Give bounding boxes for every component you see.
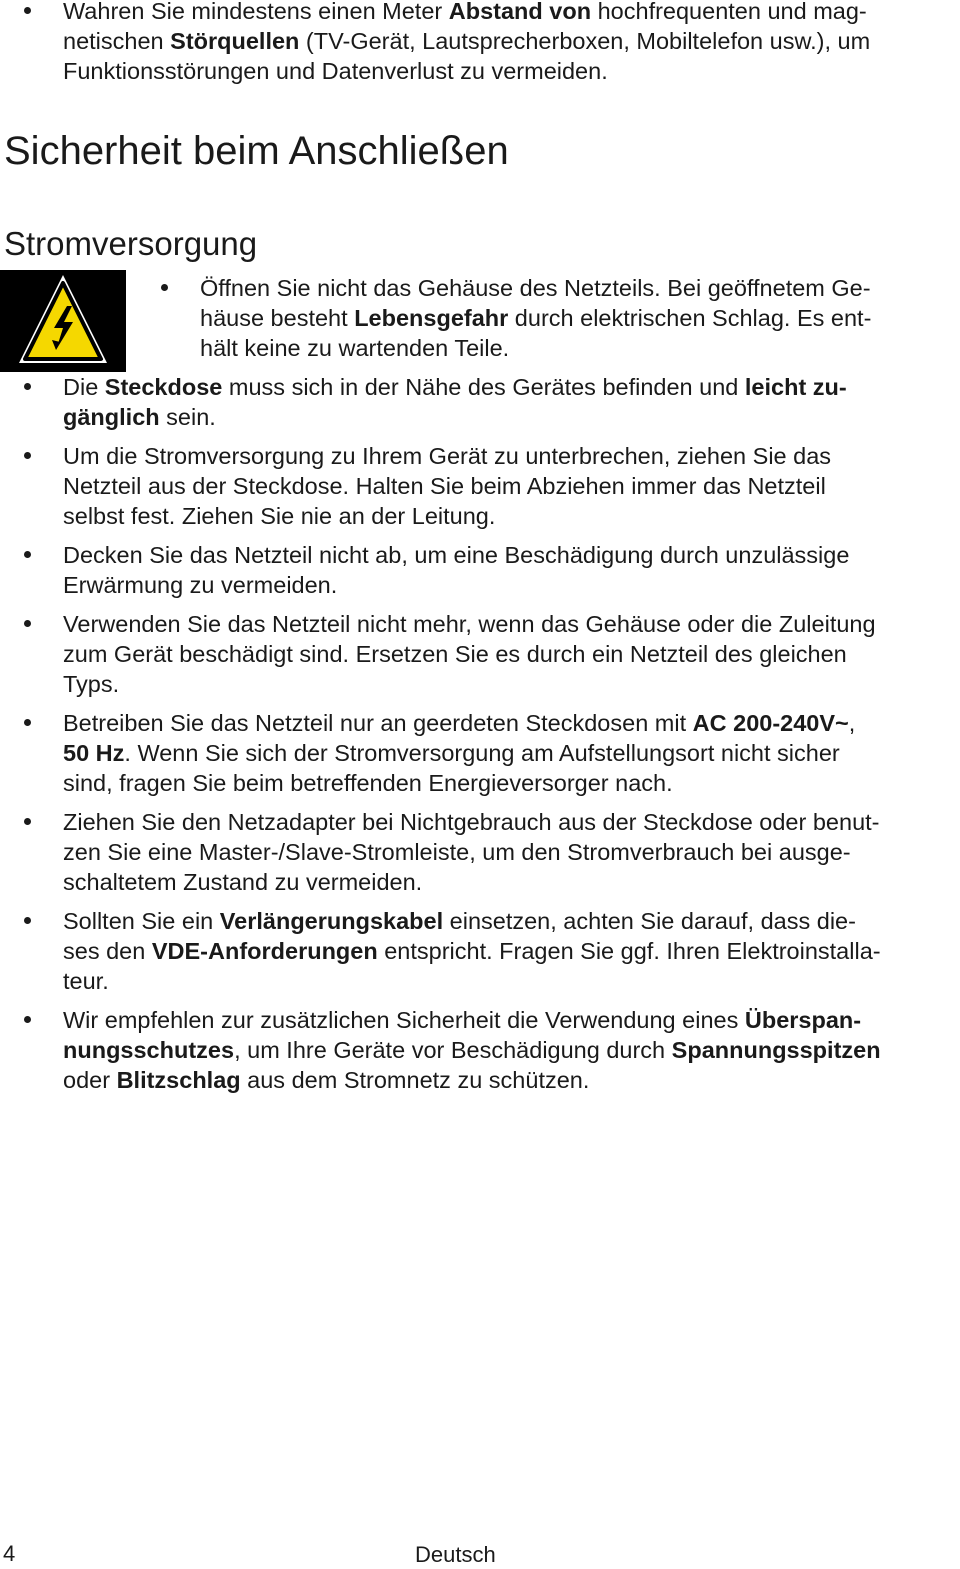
list-item-surge: Wir empfehlen zur zusätzlichen Sicherheit die Verwendung eines Überspan- nungsschutzes, um Ihre Geräte vor Beschädigung durch Spannungsspitzen oder Blitzschlag aus dem Stromnetz zu schützen. <box>0 1005 960 1095</box>
page-number: 4 <box>3 1541 16 1566</box>
list-item-damaged: Verwenden Sie das Netzteil nicht mehr, wenn das Gehäuse oder die Zuleitung zum Gerät beschädigt sind. Ersetzen Sie es durch ein Netzteil des gleichen Typs. <box>0 609 960 699</box>
list-item-housing: Öffnen Sie nicht das Gehäuse des Netzteils. Bei geöffnetem Ge- häuse besteht Lebensgefahr durch elektrischen Schlag. Es ent- hält keine zu wartenden Teile. <box>137 273 947 363</box>
list-item-socket: Die Steckdose muss sich in der Nähe des Gerätes befinden und leicht zu- gänglich sein. <box>0 372 960 432</box>
power-supply-bullet-list <box>0 372 960 1104</box>
list-item-extension: Sollten Sie ein Verlängerungskabel einsetzen, achten Sie darauf, dass die- ses den VDE-Anforderungen entspricht. Fragen Sie ggf. Ihren Elektroinstalla- teur. <box>0 906 960 996</box>
section-title: Sicherheit beim Anschließen <box>4 129 509 173</box>
list-item-cover: Decken Sie das Netzteil nicht ab, um eine Beschädigung durch unzulässige Erwärmung zu vermeiden. <box>0 540 960 600</box>
list-item-grounded: Betreiben Sie das Netzteil nur an geerdeten Steckdosen mit AC 200-240V~, 50 Hz. Wenn Sie sich der Stromversorgung am Aufstellungsort nicht sicher sind, fragen Sie beim betreffenden Energieversorger nach. <box>0 708 960 798</box>
subsection-title: Stromversorgung <box>4 225 258 262</box>
warning-bullet-list <box>137 273 947 363</box>
list-item-unplug: Ziehen Sie den Netzadapter bei Nichtgebrauch aus der Steckdose oder benut- zen Sie eine Master-/Slave-Stromleiste, um den Stromverbrauch bei ausge- schaltetem Zustand zu vermeiden. <box>0 807 960 897</box>
list-item-disconnect: Um die Stromversorgung zu Ihrem Gerät zu unterbrechen, ziehen Sie das Netzteil aus der Steckdose. Halten Sie beim Abziehen immer das Netzteil selbst fest. Ziehen Sie nie an der Leitung. <box>0 441 960 531</box>
top-bullet-list <box>0 0 960 95</box>
high-voltage-warning-icon <box>0 270 126 372</box>
footer-language: Deutsch <box>415 1542 496 1567</box>
list-item-distance: Wahren Sie mindestens einen Meter Abstand von hochfrequenten und mag- netischen Störquellen (TV-Gerät, Lautsprecherboxen, Mobiltelefon usw.), um Funktionsstörungen und Datenverlust zu vermeiden. <box>0 0 960 86</box>
